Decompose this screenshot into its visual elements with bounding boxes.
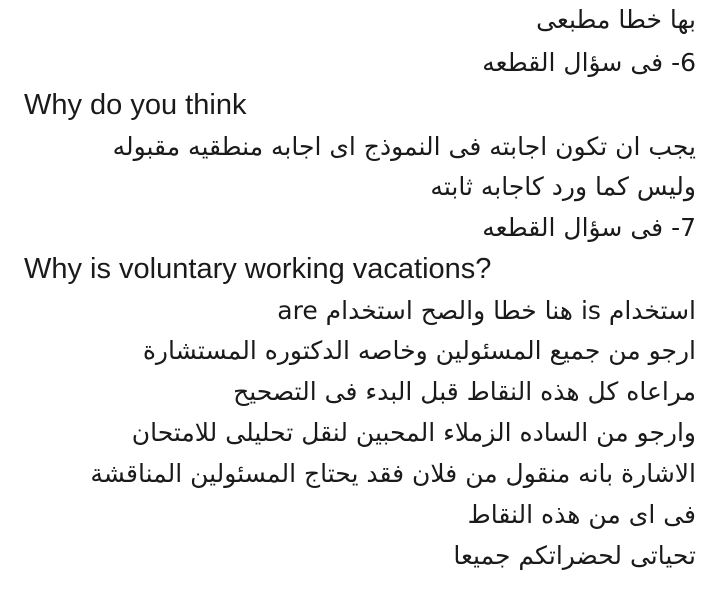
text-line-13: فى اى من هذه النقاط xyxy=(467,500,696,529)
text-line-14: تحياتى لحضراتكم جميعا xyxy=(453,541,696,570)
text-line-5: وليس كما ورد كاجابه ثابته xyxy=(430,172,696,201)
text-line-1: بها خطا مطبعى xyxy=(536,5,696,34)
text-line-7: Why is voluntary working vacations? xyxy=(24,253,492,285)
text-line-6: 7- فى سؤال القطعه xyxy=(482,213,696,242)
text-line-11: وارجو من الساده الزملاء المحبين لنقل تحليلى للامتحان xyxy=(131,418,696,447)
text-line-4: يجب ان تكون اجابته فى النموذج اى اجابه منطقيه مقبوله xyxy=(112,132,696,161)
text-line-9: ارجو من جميع المسئولين وخاصه الدكتوره المستشارة xyxy=(142,336,696,365)
text-line-10: مراعاه كل هذه النقاط قبل البدء فى التصحيح xyxy=(233,377,696,406)
text-line-3: Why do you think xyxy=(24,89,247,121)
text-line-12: الاشارة بانه منقول من فلان فقد يحتاج المسئولين المناقشة xyxy=(90,459,696,488)
text-line-2: 6- فى سؤال القطعه xyxy=(482,48,696,77)
text-line-8: استخدام is هنا خطا والصح استخدام are xyxy=(277,296,696,325)
